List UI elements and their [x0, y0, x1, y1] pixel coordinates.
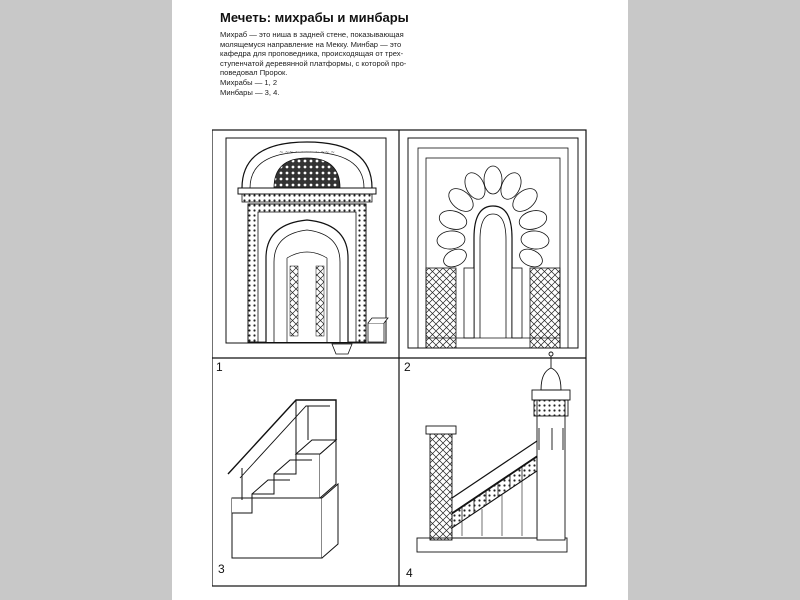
figure-number: 1 [216, 360, 223, 374]
legend-minbars: Минбары — 3, 4. [220, 87, 280, 97]
page-title: Мечеть: михрабы и минбары [220, 10, 409, 25]
illustration-grid [212, 128, 592, 588]
figure-number: 3 [218, 562, 225, 576]
description-line: Михраб — это ниша в задней стене, показывающая [220, 30, 404, 39]
svg-text:~ ~~ ~ ~~~ ~ ~~ ~: ~ ~~ ~ ~~~ ~ ~~ ~ [279, 150, 335, 156]
description-block [220, 30, 580, 97]
figure-number: 4 [406, 566, 413, 580]
minbar-illustration-3 [228, 400, 338, 558]
illustrations-svg [212, 128, 592, 588]
figure-number: 2 [404, 360, 411, 374]
description-line: молящемуся направление на Мекку. Минбар — это [220, 39, 402, 49]
mihrab-illustration-1 [226, 138, 388, 354]
minbar-illustration-4 [417, 352, 570, 552]
description-line: поведовал Пророк. [220, 68, 288, 78]
legend-mihrabs: Михрабы — 1, 2 [220, 77, 278, 87]
mihrab-illustration-2 [408, 138, 578, 348]
description-line: ступенчатой деревянной платформы, с которой про- [220, 58, 407, 68]
document-page [172, 0, 628, 600]
description-line: кафедра для проповедника, происходящая от трех- [220, 49, 404, 59]
